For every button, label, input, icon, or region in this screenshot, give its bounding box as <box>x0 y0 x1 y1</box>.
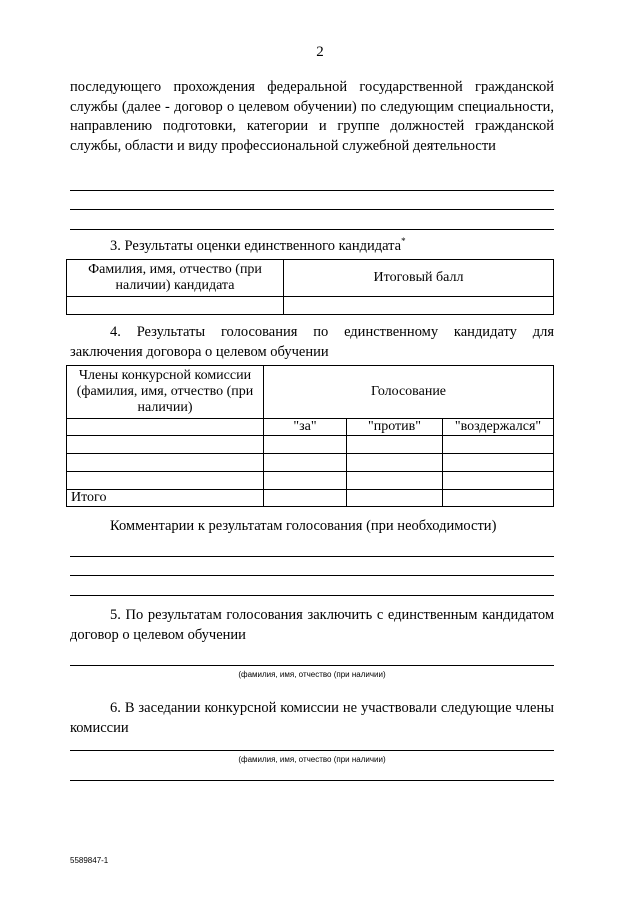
footnote-mark: * <box>401 236 406 246</box>
cell-total-score[interactable] <box>284 297 554 315</box>
blank-line <box>70 190 554 191</box>
cell-candidate-name[interactable] <box>67 297 284 315</box>
name-caption: (фамилия, имя, отчество (при наличии) <box>238 755 386 764</box>
blank-line <box>70 209 554 210</box>
cell-vote[interactable] <box>264 472 347 490</box>
comments-title: Комментарии к результатам голосования (при необходимости) <box>110 518 497 534</box>
cell-vote[interactable] <box>264 436 347 454</box>
cell-vote[interactable] <box>443 454 554 472</box>
section6-text: 6. В заседании конкурсной комиссии не участвовали следующие члены комиссии <box>70 700 554 736</box>
blank-line <box>70 780 554 781</box>
blank-line <box>70 556 554 557</box>
candidate-score-table <box>66 259 554 315</box>
cell-member[interactable] <box>67 472 264 490</box>
page-number: 2 <box>316 44 324 60</box>
cell-total[interactable] <box>347 490 443 507</box>
blank-line <box>70 575 554 576</box>
blank-line <box>70 595 554 596</box>
total-label: Итого <box>67 490 264 507</box>
signature-line <box>70 750 554 751</box>
section5-text: 5. По результатам голосования заключить с единственным кандидатом договор о целевом обучении <box>70 607 554 643</box>
cell-vote[interactable] <box>347 472 443 490</box>
cell-vote[interactable] <box>443 472 554 490</box>
col-candidate-name: Фамилия, имя, отчество (при наличии) кандидата <box>67 260 284 297</box>
col-vote-against: "против" <box>347 419 443 436</box>
blank-line <box>70 229 554 230</box>
cell-total[interactable] <box>443 490 554 507</box>
intro-paragraph: последующего прохождения федеральной государственной гражданской службы (далее - договор о целевом обучении) по следующим специальности, направлению подготовки, категории и группе должностей гражданской службы, области и виду профессиональной служебной деятельности <box>70 79 554 154</box>
col-commission-members: Члены конкурсной комиссии (фамилия, имя, отчество (при наличии) <box>67 366 264 419</box>
document-code: 5589847-1 <box>70 856 109 865</box>
cell-vote[interactable] <box>443 436 554 454</box>
cell-vote[interactable] <box>264 454 347 472</box>
col-voting: Голосование <box>264 366 554 419</box>
section4-title: 4. Результаты голосования по единственному кандидату для заключения договора о целевом обучении <box>70 324 554 360</box>
section3-title-text: 3. Результаты оценки единственного кандидата <box>110 237 402 254</box>
col-vote-for: "за" <box>264 419 347 436</box>
cell-member[interactable] <box>67 454 264 472</box>
cell-total[interactable] <box>264 490 347 507</box>
cell-vote[interactable] <box>347 436 443 454</box>
cell-vote[interactable] <box>347 454 443 472</box>
name-caption: (фамилия, имя, отчество (при наличии) <box>238 670 386 679</box>
cell-member[interactable] <box>67 419 264 436</box>
voting-table <box>66 365 554 507</box>
cell-member[interactable] <box>67 436 264 454</box>
section3-title <box>110 236 406 255</box>
col-vote-abstain: "воздержался" <box>443 419 554 436</box>
signature-line <box>70 665 554 666</box>
col-total-score: Итоговый балл <box>284 260 554 297</box>
